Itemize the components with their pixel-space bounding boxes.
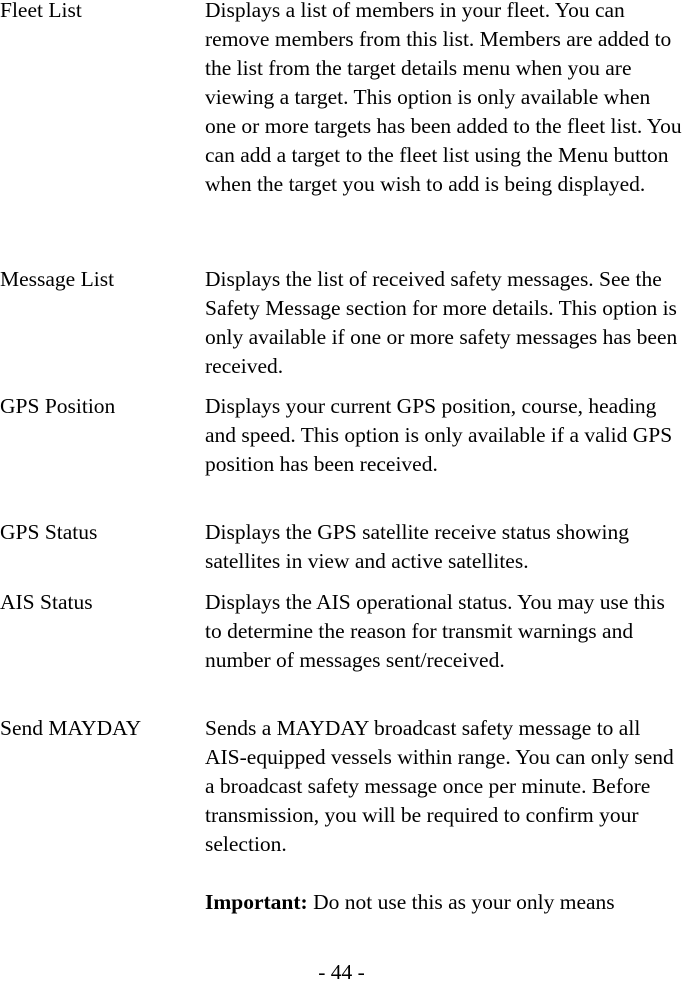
term-message-list: Message List [0, 267, 115, 291]
desc-fleet-list: Displays a list of members in your fleet. You can remove members from this list. Members are added to the list from the target details menu when you are viewing a target. This option is only available when one or more targets has been added to the fleet list. You can add a target to the fleet list using the Menu button when the target you wish to add is being displayed. [205, 0, 682, 196]
page-number: - 44 - [318, 960, 365, 984]
term-gps-status: GPS Status [0, 520, 98, 544]
desc-gps-status: Displays the GPS satellite receive status showing satellites in view and active satellites. [205, 520, 629, 573]
desc-send-mayday [205, 714, 683, 917]
term-fleet-list: Fleet List [0, 0, 82, 22]
desc-ais-status: Displays the AIS operational status. You may use this to determine the reason for transmit warnings and number of messages sent/received. [205, 590, 665, 672]
desc-gps-position: Displays your current GPS position, course, heading and speed. This option is only available if a valid GPS position has been received. [205, 394, 673, 476]
important-text: Do not use this as your only means [307, 890, 615, 914]
important-note [205, 888, 683, 917]
term-gps-position: GPS Position [0, 394, 116, 418]
desc-send-mayday-text: Sends a MAYDAY broadcast safety message to all AIS-equipped vessels within range. You can only send a broadcast safety message once per minute. Before transmission, you will be required to confirm your selection. [205, 716, 674, 856]
term-send-mayday: Send MAYDAY [0, 716, 142, 740]
important-label: Important: [205, 890, 308, 914]
term-ais-status: AIS Status [0, 590, 93, 614]
desc-message-list: Displays the list of received safety messages. See the Safety Message section for more details. This option is only available if one or more safety messages has been received. [205, 267, 678, 378]
